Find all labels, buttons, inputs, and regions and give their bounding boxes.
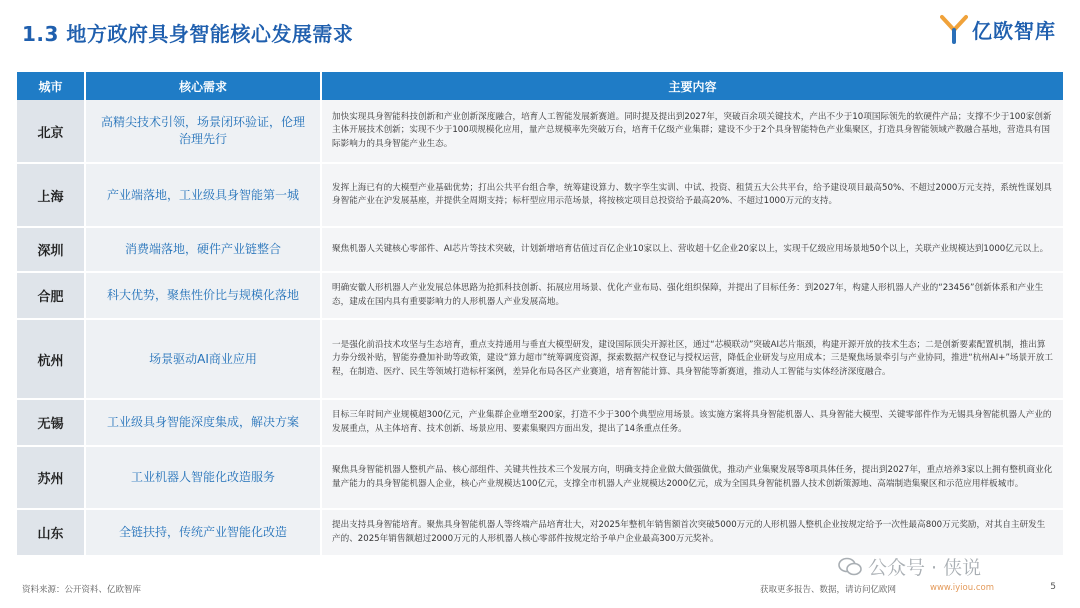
need-cell: 场景驱动AI商业应用 [85, 319, 321, 399]
table-row [17, 446, 1063, 509]
content-cell: 加快实现具身智能科技创新和产业创新深度融合，培育人工智能发展新赛道。同时提及提出到2027年，突破百余项关键技术，产出不少于10项国际领先的软硬件产品；支撑不少于100家创新主体开展技术创新；实现不少于100项规模化应用，量产总规模率先突破万台，培育千亿级产业集群；建设不少于2个具身智能特色产业集聚区，打造具身智能领域产教融合基地，营造具有国际影响力的具身智能产业生态。 [321, 100, 1063, 163]
need-cell: 高精尖技术引领，场景闭环验证，伦理治理先行 [85, 100, 321, 163]
watermark [838, 553, 981, 580]
content-cell: 一是强化前沿技术攻坚与生态培育，重点支持通用与垂直大模型研发，建设国际顶尖开源社区，通过“芯模联动”突破AI芯片瓶颈，构建开源开放的技术生态；二是创新要素配置机制，推出算力券分级补贴，智能券叠加补助等政策，建设“算力超市”统筹调度资源，探索数据产权登记与授权运营，降低企业研发与应用成本；三是聚焦场景牵引与产业协同，推进“杭州AI+”场景开放工程，在制造、医疗、民生等领域打造标杆案例，差异化布局各区产业赛道，培育智能计算、具身智能等新赛道，推动人工智能与实体经济深度融合。 [321, 319, 1063, 399]
table-header-row [17, 72, 1063, 100]
column-header-need: 核心需求 [85, 72, 321, 100]
need-cell: 工业机器人智能化改造服务 [85, 446, 321, 509]
page-title: 1.3 地方政府具身智能核心发展需求 [22, 22, 354, 46]
logo-text: 亿欧智库 [972, 18, 1056, 43]
table-row [17, 399, 1063, 446]
table-row [17, 509, 1063, 556]
city-cell: 苏州 [17, 446, 85, 509]
city-cell: 北京 [17, 100, 85, 163]
content-cell: 聚焦具身智能机器人整机产品、核心部组件、关键共性技术三个发展方向，明确支持企业做大做强做优，推动产业集聚发展等8项具体任务，提出到2027年，重点培养3家以上拥有整机商业化量产能力的具身智能机器人企业，核心产业规模达100亿元，支撑全市机器人产业规模达2000亿元，成为全国具身智能机器人技术创新策源地、高端制造集聚区和示范应用样板城市。 [321, 446, 1063, 509]
page-number: 5 [1050, 582, 1056, 592]
yiou-logo-icon [940, 14, 968, 44]
table-row [17, 272, 1063, 319]
city-cell: 上海 [17, 163, 85, 227]
table-row [17, 100, 1063, 163]
wechat-icon [838, 557, 862, 577]
more-info-note: 获取更多报告、数据，请访问亿欧网 [760, 585, 897, 595]
city-cell: 山东 [17, 509, 85, 556]
need-cell: 工业级具身智能深度集成，解决方案 [85, 399, 321, 446]
demand-table [17, 72, 1063, 557]
website-url[interactable]: www.iyiou.com [930, 583, 994, 593]
need-cell: 科大优势，聚焦性价比与规模化落地 [85, 272, 321, 319]
table-row [17, 319, 1063, 399]
source-note: 资料来源：公开资料、亿欧智库 [22, 585, 142, 595]
content-cell: 发挥上海已有的大模型产业基础优势；打出公共平台组合拳，统筹建设算力、数字孪生实训、中试、投资、租赁五大公共平台，给予建设项目最高50%、不超过2000万元支持，系统性谋划具身智能产业在沪发展基座，并提供全周期支持；标杆型应用示范场景，将按核定项目总投资给予最高20%、不超过1000万元的支持。 [321, 163, 1063, 227]
content-cell: 聚焦机器人关键核心零部件、AI芯片等技术突破，计划新增培育估值过百亿企业10家以上、营收超十亿企业20家以上，实现千亿级应用场景地50个以上，关联产业规模达到1000亿元以上。 [321, 227, 1063, 272]
content-cell: 目标三年时间产业规模超300亿元，产业集群企业增至200家，打造不少于300个典型应用场景。该实施方案将具身智能机器人、具身智能大模型、关键零部件作为无锡具身智能机器人产业的发展重点，从主体培育、技术创新、场景应用、要素集聚四方面出发，提出了14条重点任务。 [321, 399, 1063, 446]
column-header-city: 城市 [17, 72, 85, 100]
need-cell: 产业端落地，工业级具身智能第一城 [85, 163, 321, 227]
city-cell: 深圳 [17, 227, 85, 272]
need-cell: 消费端落地，硬件产业链整合 [85, 227, 321, 272]
city-cell: 杭州 [17, 319, 85, 399]
city-cell: 无锡 [17, 399, 85, 446]
content-cell: 明确安徽人形机器人产业发展总体思路为抢抓科技创新、拓展应用场景、优化产业布局、强化组织保障，并提出了目标任务：到2027年，构建人形机器人产业的“23456”创新体系和产业生态，建成在国内具有重要影响力的人形机器人产业发展高地。 [321, 272, 1063, 319]
city-cell: 合肥 [17, 272, 85, 319]
content-cell: 提出支持具身智能培育。聚焦具身智能机器人等终端产品培育壮大，对2025年整机年销售额首次突破5000万元的人形机器人整机企业按规定给予一次性最高800万元奖励，对其自主研发生产的、2025年销售额超过2000万元的人形机器人核心零部件按规定给予单户企业最高300万元奖补。 [321, 509, 1063, 556]
need-cell: 全链扶持，传统产业智能化改造 [85, 509, 321, 556]
brand-logo [940, 14, 1056, 44]
watermark-text: 公众号 · 侠说 [868, 557, 982, 579]
table-row [17, 163, 1063, 227]
column-header-content: 主要内容 [321, 72, 1063, 100]
table-row [17, 227, 1063, 272]
